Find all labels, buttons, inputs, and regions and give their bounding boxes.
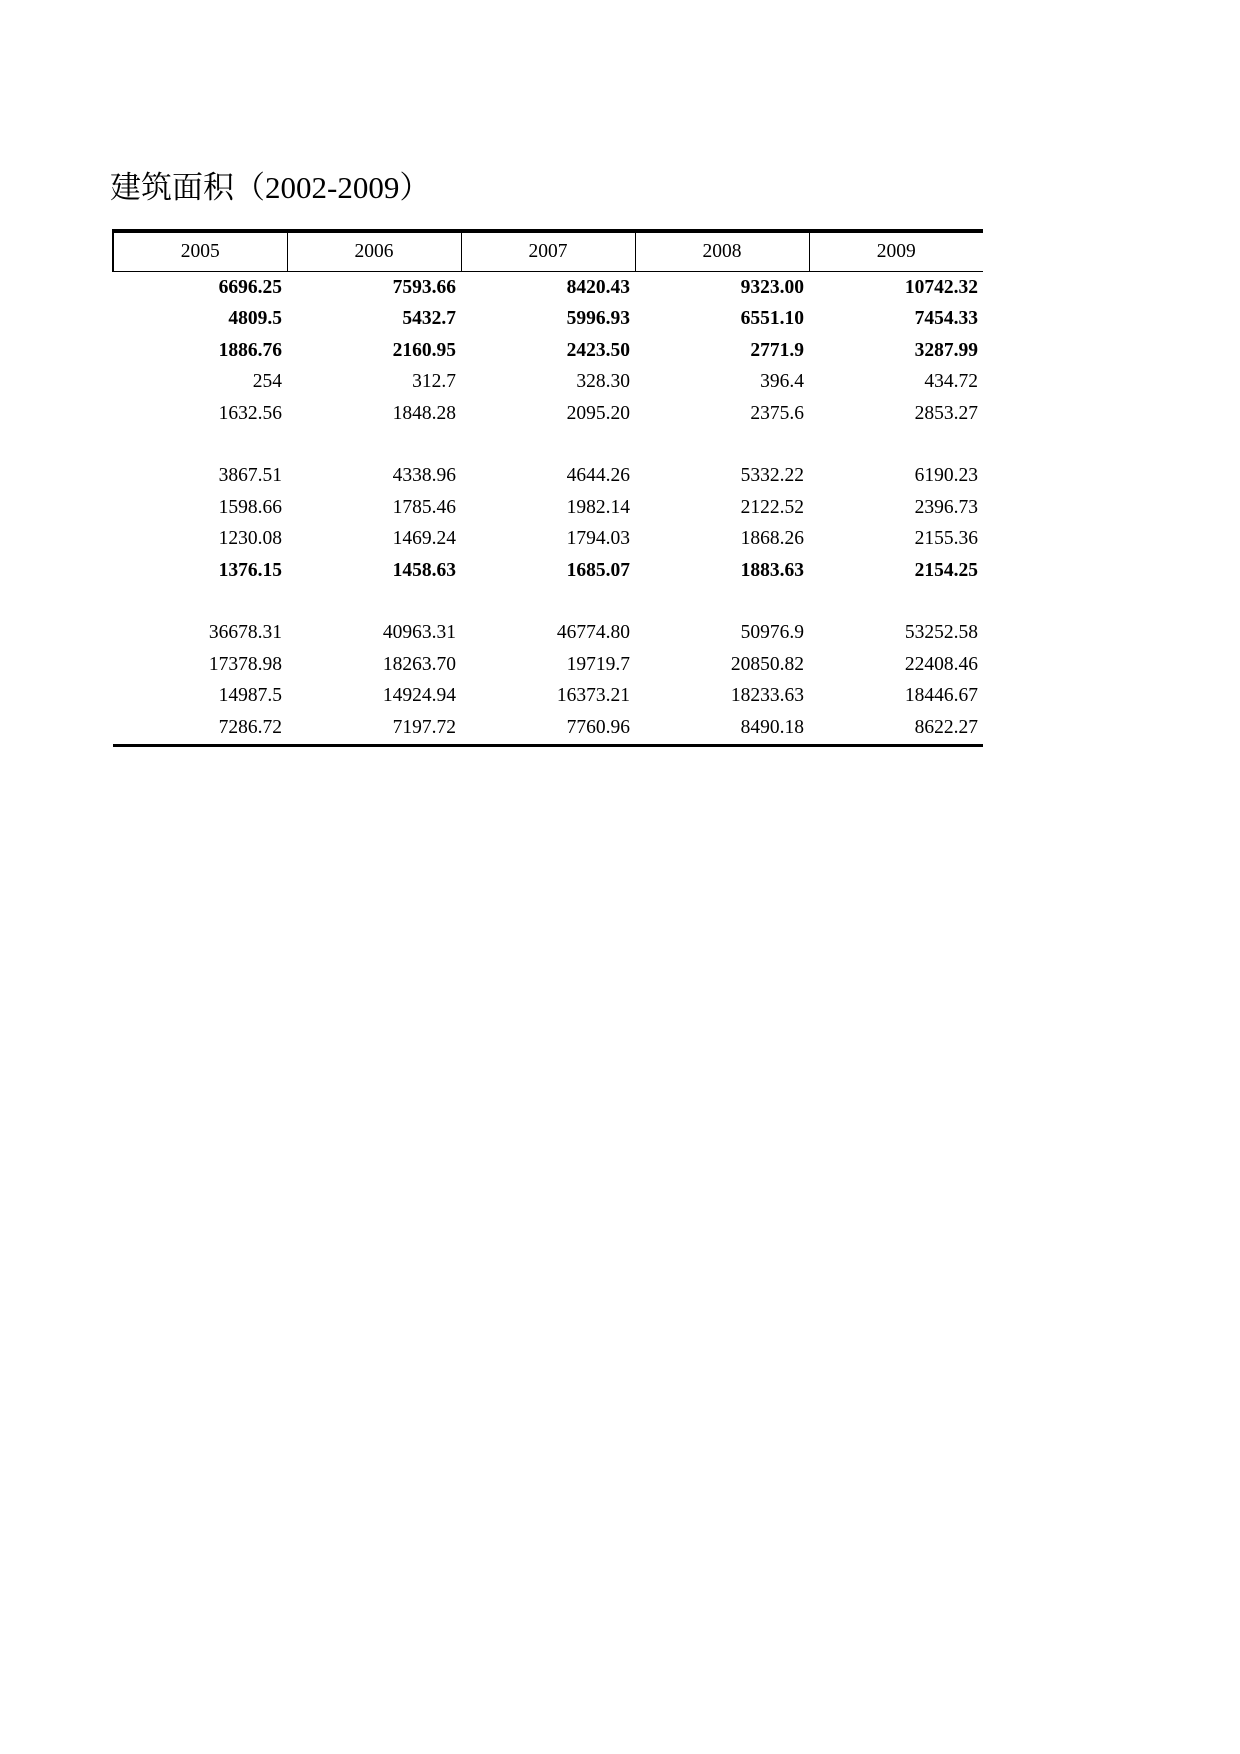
table-cell: 8622.27 [809,712,983,745]
page-title-year-range: （2002-2009） [234,170,431,205]
table-cell: 1458.63 [392,559,456,581]
table-cell: 328.30 [576,371,630,393]
table-cell: 6696.25 [218,276,282,298]
empty-cell [287,430,461,461]
table-cell: 3287.99 [914,339,978,361]
table-cell: 18446.67 [904,685,978,707]
table-cell: 5332.22 [740,465,804,487]
table-row [113,367,983,399]
table-cell: 10742.32 [904,276,978,298]
table-cell: 22408.46 [904,653,978,675]
table-cell: 4338.96 [392,465,456,487]
table-cell: 46774.80 [556,622,630,644]
table-cell: 2154.25 [914,559,978,581]
table-cell: 9323.00 [740,276,804,298]
table-row [113,649,983,681]
table-cell: 1685.07 [566,559,630,581]
table-cell: 7593.66 [392,276,456,298]
table-cell: 2396.73 [914,496,978,518]
empty-cell [635,430,809,461]
table-cell: 36678.31 [208,622,282,644]
group-spacer [113,587,983,618]
table-row [113,618,983,650]
empty-cell [461,587,635,618]
table-row [113,555,983,587]
table-cell: 1469.24 [392,528,456,550]
table-row [113,492,983,524]
table-cell: 2095.20 [566,402,630,424]
table-cell: 1886.76 [218,339,282,361]
table-header [113,231,983,272]
table-cell: 1883.63 [740,559,804,581]
table-cell: 14924.94 [382,685,456,707]
empty-cell [287,587,461,618]
table-cell: 5432.7 [402,308,456,330]
table-cell: 2155.36 [914,528,978,550]
page-title [110,168,430,208]
empty-cell [113,430,287,461]
table-cell: 1598.66 [218,496,282,518]
table-cell: 17378.98 [208,653,282,675]
empty-cell [113,587,287,618]
table-cell: 2771.9 [750,339,804,361]
table-cell: 40963.31 [382,622,456,644]
data-table [112,229,983,747]
table-body [113,272,983,746]
table-cell: 1794.03 [566,528,630,550]
table-cell: 1230.08 [218,528,282,550]
column-header-4: 2009 [809,231,983,272]
column-header-2: 2007 [461,231,635,272]
empty-cell [461,430,635,461]
header-row [113,231,983,272]
table-cell: 1785.46 [392,496,456,518]
table-cell: 20850.82 [730,653,804,675]
table-cell: 1868.26 [740,528,804,550]
table-cell: 1632.56 [218,402,282,424]
page-title-text: 建筑面积 [110,170,234,206]
table-cell: 1848.28 [392,402,456,424]
table-cell: 50976.9 [740,622,804,644]
table-row [113,681,983,713]
table-cell: 2160.95 [392,339,456,361]
table-cell: 6551.10 [740,308,804,330]
column-header-3: 2008 [635,231,809,272]
table-cell: 18233.63 [730,685,804,707]
table-cell: 14987.5 [218,685,282,707]
table-row [113,272,983,304]
table-cell: 1376.15 [218,559,282,581]
table-cell: 4644.26 [566,465,630,487]
empty-cell [809,587,983,618]
table-row [113,304,983,336]
table-cell: 53252.58 [904,622,978,644]
table-cell: 7286.72 [113,712,287,745]
table-cell: 8420.43 [566,276,630,298]
table-cell: 396.4 [760,371,804,393]
table-cell: 2122.52 [740,496,804,518]
table-cell: 434.72 [924,371,978,393]
table-cell: 16373.21 [556,685,630,707]
table-cell: 7760.96 [461,712,635,745]
table-row [113,335,983,367]
table-cell: 19719.7 [566,653,630,675]
table-cell: 5996.93 [566,308,630,330]
table-cell: 1982.14 [566,496,630,518]
table-cell: 18263.70 [382,653,456,675]
empty-cell [809,430,983,461]
table-cell: 6190.23 [914,465,978,487]
table-cell: 312.7 [412,371,456,393]
table-cell: 7454.33 [914,308,978,330]
table-cell: 7197.72 [287,712,461,745]
table-cell: 2375.6 [750,402,804,424]
table-cell: 2853.27 [914,402,978,424]
group-spacer [113,430,983,461]
column-header-0: 2005 [113,231,287,272]
table-row [113,398,983,430]
table-cell: 8490.18 [635,712,809,745]
table-row [113,461,983,493]
empty-cell [635,587,809,618]
table-row [113,524,983,556]
table-cell: 3867.51 [218,465,282,487]
table-cell: 254 [252,371,282,393]
table-cell: 2423.50 [566,339,630,361]
column-header-1: 2006 [287,231,461,272]
table-cell: 4809.5 [228,308,282,330]
table-row [113,712,983,745]
